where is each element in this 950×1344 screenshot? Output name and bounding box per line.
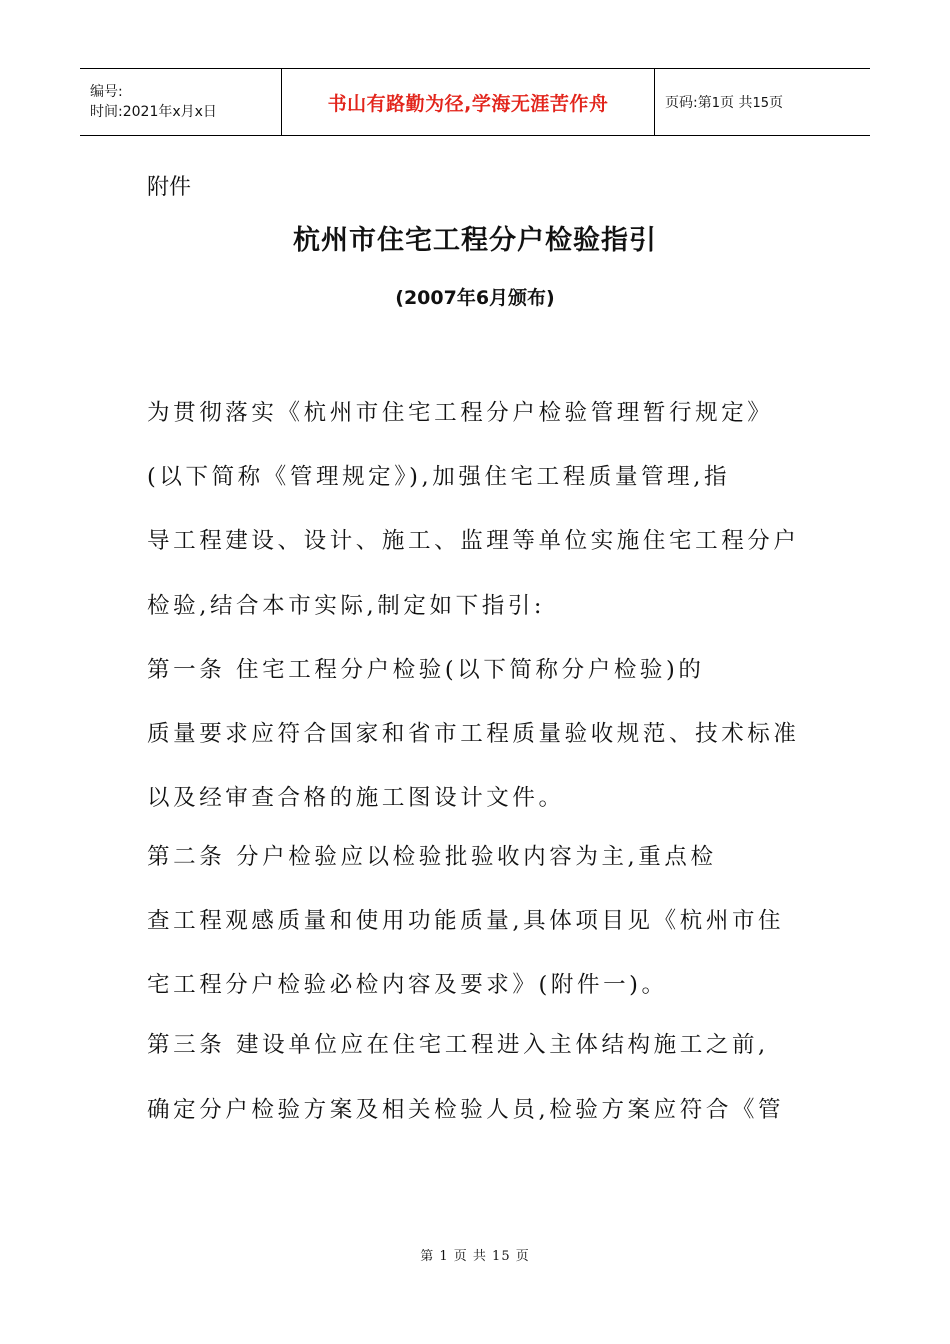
body-line: 第三条 建设单位应在住宅工程进入主体结构施工之前,	[147, 1032, 769, 1058]
body-line: 宅工程分户检验必检内容及要求》(附件一)。	[147, 972, 668, 998]
document-subtitle: (2007年6月颁布)	[395, 287, 555, 309]
header-table	[80, 68, 870, 136]
body-line: 检验,结合本市实际,制定如下指引:	[147, 593, 546, 619]
body-line: 导工程建设、设计、施工、监理等单位实施住宅工程分户	[147, 528, 800, 554]
body-line: (以下简称《管理规定》),加强住宅工程质量管理,指	[147, 464, 731, 490]
body-line: 以及经审查合格的施工图设计文件。	[147, 785, 565, 811]
page-mid: 页 共	[720, 95, 753, 111]
body-line: 第一条 住宅工程分户检验(以下简称分户检验)的	[147, 657, 705, 683]
body-line: 确定分户检验方案及相关检验人员,检验方案应符合《管	[147, 1097, 785, 1123]
page-prefix: 页码:第	[665, 95, 712, 111]
attachment-label: 附件	[147, 175, 192, 200]
motto-text: 书山有路勤为径,学海无涯苦作舟	[327, 92, 609, 115]
body-line: 质量要求应符合国家和省市工程质量验收规范、技术标准	[147, 721, 800, 747]
time-label: 时间:2021年x月x日	[90, 104, 217, 120]
header-meta-cell	[80, 69, 282, 135]
body-line: 第二条 分户检验应以检验批验收内容为主,重点检	[147, 844, 717, 870]
page-indicator	[665, 92, 870, 112]
number-label: 编号:	[90, 84, 123, 100]
document-title: 杭州市住宅工程分户检验指引	[293, 225, 657, 256]
header-page-cell	[655, 69, 870, 135]
body-line: 查工程观感质量和使用功能质量,具体项目见《杭州市住	[147, 908, 785, 934]
page-current: 1	[711, 96, 720, 111]
header-motto-cell	[282, 69, 655, 135]
page-footer: 第 1 页 共 15 页	[420, 1249, 530, 1264]
page-suffix: 页	[769, 95, 783, 111]
page-total: 15	[752, 96, 769, 111]
body-line: 为贯彻落实《杭州市住宅工程分户检验管理暂行规定》	[147, 400, 774, 426]
